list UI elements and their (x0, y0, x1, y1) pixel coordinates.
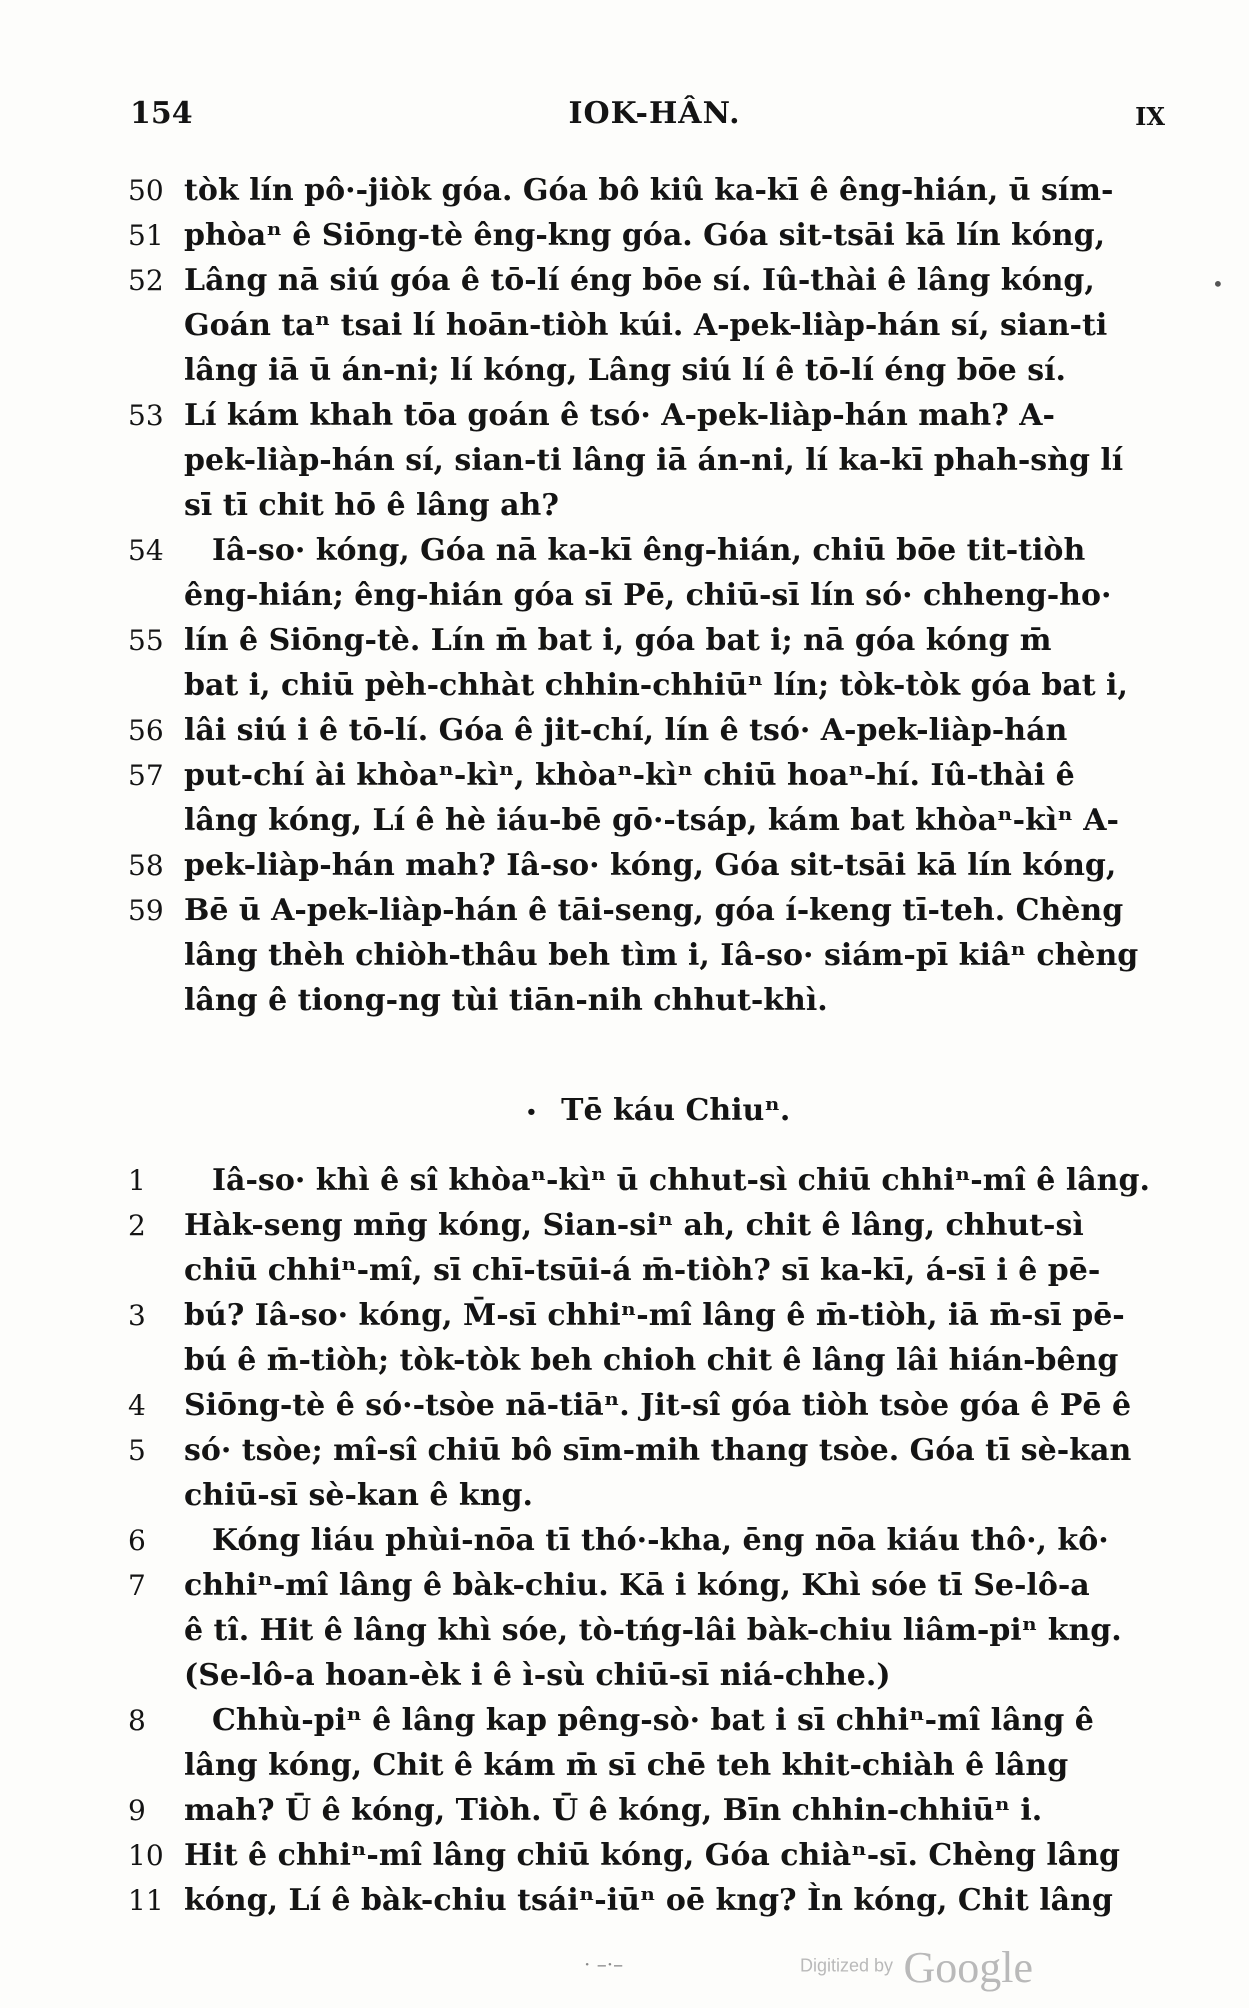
verse-number: 6 (128, 1524, 146, 1557)
line-text: chhiⁿ-mî lâng ê bàk-chiu. Kā i kóng, Khì sóe tī Se-lô-a (184, 1568, 1090, 1603)
page-number: 154 (130, 96, 193, 131)
verse-number: 8 (128, 1704, 146, 1737)
text-line (128, 1383, 1188, 1428)
text-line (128, 483, 1188, 528)
line-text: pek-liàp-hán sí, sian-ti lâng iā án-ni, lí ka-kī phah-sǹg lí (184, 443, 1124, 478)
verse-number: 10 (128, 1839, 164, 1872)
line-text: Iâ-so· kóng, Góa nā ka-kī êng-hián, chiū bōe tit-tiòh (212, 533, 1086, 568)
text-line (128, 1338, 1188, 1383)
verse-number: 59 (128, 894, 164, 927)
line-text: Lí kám khah tōa goán ê tsó· A-pek-liàp-hán mah? A- (184, 398, 1055, 433)
text-line (128, 798, 1188, 843)
text-line (128, 1563, 1188, 1608)
dash-mark: · –·– (584, 1952, 624, 1976)
text-line (128, 1473, 1188, 1518)
line-text: tòk lín pô·-jiòk góa. Góa bô kiû ka-kī ê êng-hián, ū sím- (184, 173, 1114, 208)
line-text: Bē ū A-pek-liàp-hán ê tāi-seng, góa í-keng tī-teh. Chèng (184, 893, 1124, 928)
line-text: ê tî. Hit ê lâng khì sóe, tò-tńg-lâi bàk-chiu liâm-piⁿ kng. (184, 1613, 1122, 1648)
text-line (128, 1293, 1188, 1338)
text-line (128, 1158, 1188, 1203)
text-line (128, 753, 1188, 798)
text-line (128, 933, 1188, 978)
page-header (130, 96, 1179, 144)
chapter-number: IX (1135, 102, 1165, 131)
line-text: lâng ê tiong-ng tùi tiān-nih chhut-khì. (184, 983, 828, 1018)
text-line (128, 1248, 1188, 1293)
text-line (128, 1788, 1188, 1833)
line-text: phòaⁿ ê Siōng-tè êng-kng góa. Góa sit-tsāi kā lín kóng, (184, 218, 1106, 253)
line-text: Chhù-piⁿ ê lâng kap pêng-sò· bat i sī chhiⁿ-mî lâng ê (212, 1703, 1094, 1738)
text-line (128, 1698, 1188, 1743)
line-text: Iâ-so· khì ê sî khòaⁿ-kìⁿ ū chhut-sì chiū chhiⁿ-mî ê lâng. (212, 1163, 1150, 1198)
passage-part-2 (128, 1158, 1188, 1923)
line-text: Kóng liáu phùi-nōa tī thó·-kha, ēng nōa kiáu thô·, kô· (212, 1523, 1109, 1558)
text-line (128, 1203, 1188, 1248)
verse-number: 5 (128, 1434, 146, 1467)
line-text: lâng thèh chiòh-thâu beh tìm i, Iâ-so· siám-pī kiâⁿ chèng (184, 938, 1139, 973)
verse-number: 53 (128, 399, 164, 432)
verse-number: 11 (128, 1884, 164, 1917)
text-body (128, 168, 1188, 1923)
watermark-prefix: Digitized by (800, 1955, 894, 1976)
running-title: IOK-HÂN. (568, 96, 741, 131)
text-line (128, 393, 1188, 438)
line-text: put-chí ài khòaⁿ-kìⁿ, khòaⁿ-kìⁿ chiū hoaⁿ-hí. Iû-thài ê (184, 758, 1075, 793)
line-text: bú ê m̄-tiòh; tòk-tòk beh chioh chit ê lâng lâi hián-bêng (184, 1343, 1119, 1378)
line-text: chiū-sī sè-kan ê kng. (184, 1478, 533, 1513)
verse-number: 56 (128, 714, 164, 747)
line-text: lâi siú i ê tō-lí. Góa ê jit-chí, lín ê tsó· A-pek-liàp-hán (184, 713, 1068, 748)
text-line (128, 1608, 1188, 1653)
line-text: Hit ê chhiⁿ-mî lâng chiū kóng, Góa chiàⁿ-sī. Chèng lâng (184, 1838, 1120, 1873)
text-line (128, 663, 1188, 708)
verse-number: 4 (128, 1389, 146, 1422)
line-text: kóng, Lí ê bàk-chiu tsáiⁿ-iūⁿ oē kng? Ìn kóng, Chit lâng (184, 1883, 1113, 1918)
line-text: bú? Iâ-so· kóng, M̄-sī chhiⁿ-mî lâng ê m̄-tiòh, iā m̄-sī pē- (184, 1298, 1125, 1333)
verse-number: 7 (128, 1569, 146, 1602)
verse-number: 1 (128, 1164, 146, 1197)
line-text: êng-hián; êng-hián góa sī Pē, chiū-sī lín só· chheng-ho· (184, 578, 1112, 613)
watermark (800, 1942, 1033, 1993)
verse-number: 3 (128, 1299, 146, 1332)
text-line (128, 213, 1188, 258)
verse-number: 55 (128, 624, 164, 657)
text-line (128, 438, 1188, 483)
line-text: bat i, chiū pèh-chhàt chhin-chhiūⁿ lín; tòk-tòk góa bat i, (184, 668, 1128, 703)
margin-dot: • (1212, 272, 1224, 296)
verse-number: 58 (128, 849, 164, 882)
text-line (128, 258, 1188, 303)
text-line (128, 1428, 1188, 1473)
text-line (128, 978, 1188, 1023)
text-line (128, 573, 1188, 618)
line-text: lâng kóng, Lí ê hè iáu-bē gō·-tsáp, kám bat khòaⁿ-kìⁿ A- (184, 803, 1120, 838)
text-line (128, 618, 1188, 663)
line-text: sī tī chit hō ê lâng ah? (184, 488, 559, 523)
text-line (128, 1878, 1188, 1923)
line-text: mah? Ū ê kóng, Tiòh. Ū ê kóng, Bīn chhin-chhiūⁿ i. (184, 1793, 1043, 1828)
bullet-icon: • (525, 1101, 538, 1123)
line-text: Siōng-tè ê só·-tsòe nā-tiāⁿ. Jit-sî góa tiòh tsòe góa ê Pē ê (184, 1388, 1132, 1423)
text-line (128, 348, 1188, 393)
verse-number: 52 (128, 264, 164, 297)
text-line (128, 843, 1188, 888)
text-line (128, 303, 1188, 348)
line-text: Lâng nā siú góa ê tō-lí éng bōe sí. Iû-thài ê lâng kóng, (184, 263, 1095, 298)
text-line (128, 168, 1188, 213)
verse-number: 54 (128, 534, 164, 567)
verse-number: 51 (128, 219, 164, 252)
verse-number: 57 (128, 759, 164, 792)
verse-number: 9 (128, 1794, 146, 1827)
text-line (128, 1518, 1188, 1563)
line-text: pek-liàp-hán mah? Iâ-so· kóng, Góa sit-tsāi kā lín kóng, (184, 848, 1117, 883)
verse-number: 50 (128, 174, 164, 207)
text-line (128, 708, 1188, 753)
line-text: lâng kóng, Chit ê kám m̄ sī chē teh khit-chiàh ê lâng (184, 1748, 1069, 1783)
line-text: lín ê Siōng-tè. Lín m̄ bat i, góa bat i; nā góa kóng m̄ (184, 623, 1052, 658)
text-line (128, 888, 1188, 933)
text-line (128, 1653, 1188, 1698)
passage-part-1 (128, 168, 1188, 1023)
section-title (128, 1063, 1188, 1158)
text-line (128, 1833, 1188, 1878)
google-logo: Google (903, 1943, 1034, 1992)
line-text: chiū chhiⁿ-mî, sī chī-tsūi-á m̄-tiòh? sī ka-kī, á-sī i ê pē- (184, 1253, 1101, 1288)
text-line (128, 528, 1188, 573)
verse-number: 2 (128, 1209, 146, 1242)
section-title-text: Tē káu Chiuⁿ. (561, 1093, 791, 1128)
text-line (128, 1743, 1188, 1788)
line-text: Hàk-seng mn̄g kóng, Sian-siⁿ ah, chit ê lâng, chhut-sì (184, 1208, 1084, 1243)
line-text: só· tsòe; mî-sî chiū bô sīm-mih thang tsòe. Góa tī sè-kan (184, 1433, 1132, 1468)
line-text: Goán taⁿ tsai lí hoān-tiòh kúi. A-pek-liàp-hán sí, sian-ti (184, 308, 1108, 343)
line-text: (Se-lô-a hoan-èk i ê ì-sù chiū-sī niá-chhe.) (184, 1658, 891, 1693)
line-text: lâng iā ū án-ni; lí kóng, Lâng siú lí ê tō-lí éng bōe sí. (184, 353, 1066, 388)
